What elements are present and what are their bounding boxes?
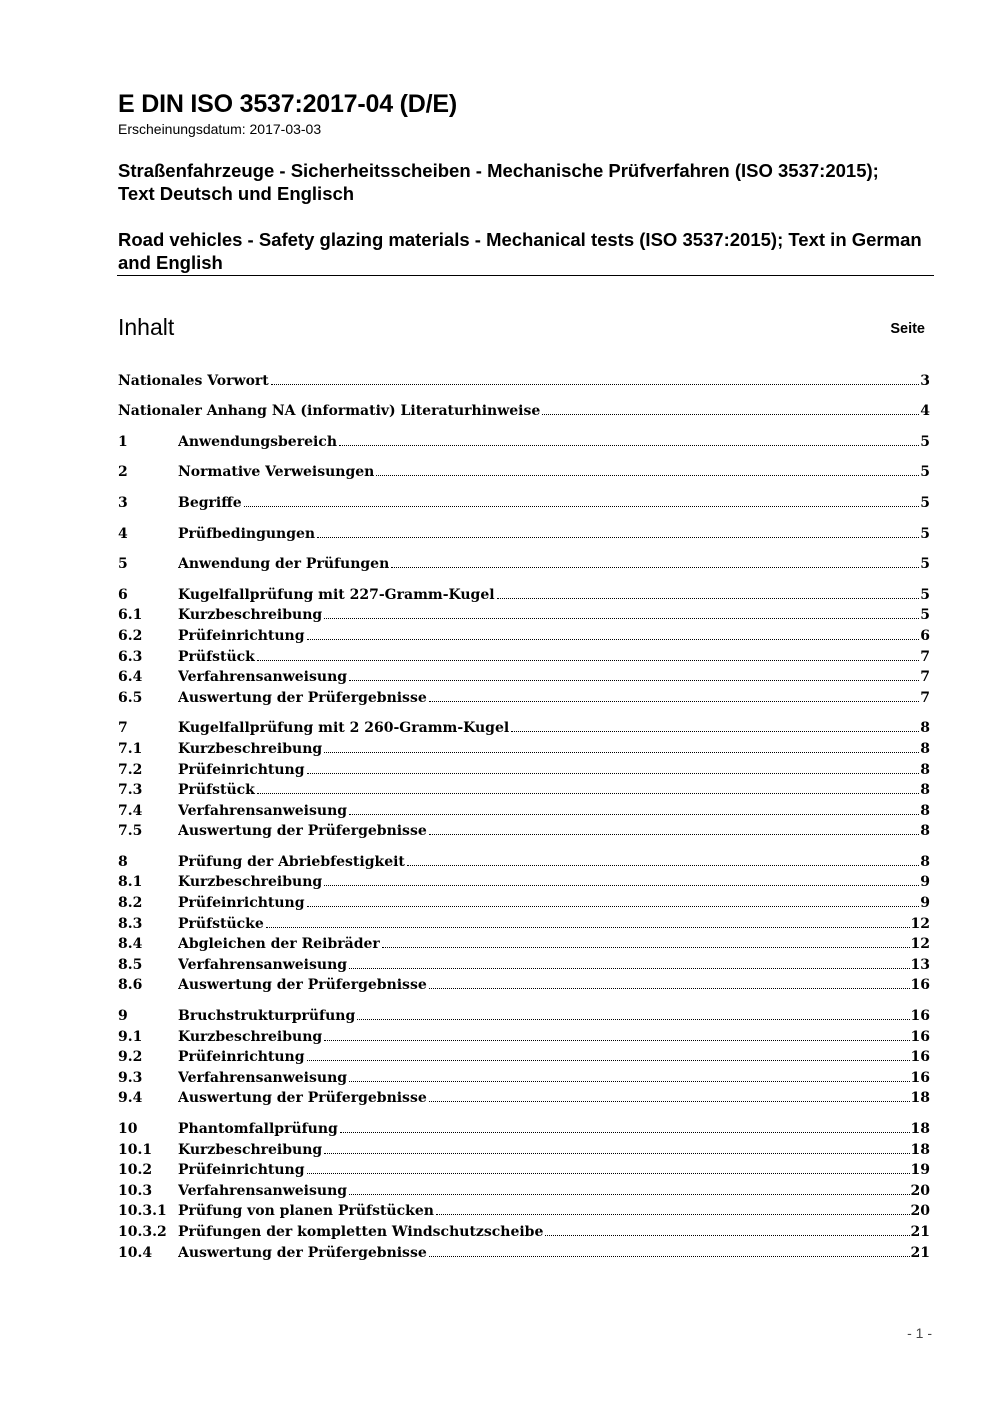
toc-entry-text — [178, 1090, 911, 1108]
toc-entry[interactable] — [118, 1005, 930, 1026]
toc-entry-label: Prüfeinrichtung — [178, 761, 305, 778]
toc-dot-leader — [349, 1194, 909, 1195]
toc-dot-leader — [349, 1081, 909, 1082]
toc-entry[interactable] — [118, 1201, 930, 1222]
toc-entry-label: Anwendung der Prüfungen — [178, 556, 390, 573]
toc-dot-leader — [349, 680, 919, 681]
toc-entry-page: 16 — [910, 1008, 930, 1025]
toc-entry-page: 16 — [910, 1069, 930, 1086]
toc-entry-page: 20 — [910, 1182, 930, 1199]
toc-entry-page: 5 — [920, 433, 930, 450]
publication-date: Erscheinungsdatum: 2017-03-03 — [118, 121, 322, 137]
toc-entry-text — [178, 587, 920, 605]
toc-entry[interactable] — [118, 738, 930, 759]
toc-entry-label: Auswertung der Prüfergebnisse — [178, 1244, 427, 1261]
toc-dot-leader — [339, 445, 919, 446]
toc-entry-page: 12 — [910, 936, 930, 953]
toc-entry-text — [178, 1049, 911, 1067]
toc-dot-leader — [357, 1019, 909, 1020]
toc-entry-page: 7 — [920, 669, 930, 686]
toc-dot-leader — [257, 660, 919, 661]
toc-entry-label: Prüfeinrichtung — [178, 895, 305, 912]
toc-entry-text — [178, 607, 920, 625]
toc-dot-leader — [307, 1060, 910, 1061]
toc-entry[interactable] — [118, 872, 930, 893]
toc-entry-page: 12 — [910, 915, 930, 932]
toc-entry-number: 1 — [118, 433, 128, 450]
toc-entry-number: 8.4 — [118, 936, 143, 953]
toc-entry-number: 6.3 — [118, 648, 143, 665]
toc-entry[interactable] — [118, 1180, 930, 1201]
toc-entry-text — [178, 556, 920, 574]
toc-entry-text — [178, 916, 911, 934]
toc-entry-label: Normative Verweisungen — [178, 464, 375, 481]
toc-entry-label: Kugelfallprüfung mit 2 260-Gramm-Kugel — [178, 720, 510, 737]
page-number: - 1 - — [907, 1325, 932, 1341]
toc-entry-page: 3 — [920, 372, 930, 389]
toc-entry-page: 5 — [920, 464, 930, 481]
toc-entry-number: 9.3 — [118, 1069, 143, 1086]
toc-entry-text — [178, 762, 920, 780]
toc-entry-number: 4 — [118, 525, 128, 542]
toc-entry[interactable] — [118, 1067, 930, 1088]
toc-entry-page: 20 — [910, 1203, 930, 1220]
toc-entry-page: 18 — [910, 1121, 930, 1137]
toc-entry[interactable] — [118, 821, 930, 842]
toc-dot-leader — [429, 1101, 910, 1102]
toc-dot-leader — [307, 773, 920, 774]
toc-dot-leader — [429, 834, 920, 835]
toc-entry-text — [178, 874, 920, 892]
toc-entry-number: 9.2 — [118, 1049, 143, 1066]
toc-entry-label: Auswertung der Prüfergebnisse — [178, 689, 427, 706]
title-english: Road vehicles - Safety glazing materials - Mechanical tests (ISO 3537:2015); Text in German and English — [118, 229, 922, 273]
toc-entry-text — [178, 1203, 911, 1221]
toc-entry-number: 6.4 — [118, 669, 143, 686]
toc-entry[interactable] — [118, 1160, 930, 1181]
toc-entry-number: 6 — [118, 586, 128, 603]
toc-entry-text — [178, 1245, 911, 1263]
toc-entry-label: Auswertung der Prüfergebnisse — [178, 1090, 427, 1107]
toc-entry-text — [178, 1008, 911, 1026]
toc-entry-page: 4 — [920, 403, 930, 420]
toc-dot-leader — [340, 1132, 910, 1133]
toc-entry-label: Kurzbeschreibung — [178, 740, 323, 757]
toc-dot-leader — [324, 1153, 909, 1154]
toc-entry-page: 9 — [920, 874, 930, 891]
toc-entry[interactable] — [118, 718, 930, 739]
toc-entry[interactable] — [118, 492, 930, 513]
toc-entry-label: Nationales Vorwort — [118, 372, 269, 389]
toc-dot-leader — [307, 1173, 910, 1174]
toc-entry-page: 7 — [920, 648, 930, 665]
toc-entry-number: 6.5 — [118, 689, 143, 706]
toc-entry-label: Kurzbeschreibung — [178, 1141, 323, 1158]
toc-dot-leader — [349, 814, 919, 815]
toc-entry[interactable] — [118, 1242, 930, 1263]
toc-entry-text — [178, 495, 920, 513]
toc-entry-page: 21 — [910, 1244, 930, 1261]
toc-entry[interactable] — [118, 1221, 930, 1242]
toc-entry-text — [178, 1162, 911, 1180]
toc-entry-text — [178, 977, 911, 995]
toc-entry-text — [178, 669, 920, 687]
toc-entry-number: 10.3 — [118, 1182, 153, 1199]
toc-entry-number: 8.1 — [118, 874, 143, 891]
toc-entry[interactable] — [118, 667, 930, 688]
toc-entry[interactable] — [118, 554, 930, 575]
toc-entry-number: 7.3 — [118, 782, 143, 799]
toc-entry-page: 8 — [920, 782, 930, 799]
toc-entry-number: 8.2 — [118, 895, 143, 912]
toc-entry-number: 10.2 — [118, 1162, 153, 1179]
toc-dot-leader — [244, 506, 920, 507]
toc-entry-page: 21 — [910, 1223, 930, 1240]
toc-entry[interactable] — [118, 780, 930, 801]
toc-entry-text — [178, 803, 920, 821]
toc-dot-leader — [429, 988, 910, 989]
toc-entry-label: Kurzbeschreibung — [178, 607, 323, 624]
document-id: E DIN ISO 3537:2017-04 (D/E) — [118, 90, 457, 118]
toc-dot-leader — [429, 701, 920, 702]
toc-entry-number: 7.5 — [118, 823, 143, 840]
toc-entry-label: Prüfeinrichtung — [178, 1162, 305, 1179]
toc-entry-label: Verfahrensanweisung — [178, 956, 348, 973]
toc-entry-label: Phantomfallprüfung — [178, 1121, 338, 1137]
toc-entry-label: Auswertung der Prüfergebnisse — [178, 977, 427, 994]
toc-dot-leader — [317, 537, 919, 538]
toc-entry-page: 8 — [920, 823, 930, 840]
toc-entry-label: Nationaler Anhang NA (informativ) Literaturhinweise — [118, 403, 541, 420]
toc-entry[interactable] — [118, 934, 930, 955]
toc-entry-number: 10.3.2 — [118, 1223, 167, 1240]
toc-entry-page: 18 — [910, 1090, 930, 1107]
toc-entry-number: 9 — [118, 1008, 128, 1025]
toc-entry-page: 6 — [920, 627, 930, 644]
toc-entry-label: Bruchstrukturprüfung — [178, 1008, 356, 1025]
toc-entry-page: 8 — [920, 853, 930, 870]
toc-entry-label: Prüfung von planen Prüfstücken — [178, 1203, 434, 1220]
toc-entry-page: 16 — [910, 1049, 930, 1066]
toc-entry-page: 8 — [920, 740, 930, 757]
toc-entry-page: 16 — [910, 977, 930, 994]
page-column-label: Seite — [890, 321, 925, 337]
toc-entry-label: Anwendungsbereich — [178, 433, 337, 450]
toc-entry-number: 10.4 — [118, 1244, 153, 1261]
toc-entry-text — [178, 895, 920, 913]
toc-entry-text — [178, 628, 920, 646]
toc-entry-label: Verfahrensanweisung — [178, 669, 348, 686]
toc-entry-number: 10.1 — [118, 1141, 153, 1158]
toc-dot-leader — [324, 1040, 909, 1041]
toc-dot-leader — [257, 793, 919, 794]
toc-entry-number: 5 — [118, 556, 128, 573]
toc-dot-leader — [324, 885, 919, 886]
toc-entry-label: Prüfstück — [178, 648, 255, 665]
toc-entry[interactable] — [118, 1139, 930, 1160]
toc-entry-text — [178, 1070, 911, 1088]
toc-entry-text — [178, 782, 920, 800]
toc-entry[interactable] — [118, 687, 930, 708]
toc-dot-leader — [271, 384, 920, 385]
toc-entry-number: 3 — [118, 494, 128, 511]
title-german: Straßenfahrzeuge - Sicherheitsscheiben - Mechanische Prüfverfahren (ISO 3537:2015); Text Deutsch und Englisch — [118, 160, 879, 204]
toc-entry-text — [178, 823, 920, 841]
toc-entry[interactable] — [118, 975, 930, 996]
toc-dot-leader — [324, 618, 919, 619]
toc-dot-leader — [382, 947, 910, 948]
toc-entry-number: 9.1 — [118, 1028, 143, 1045]
toc-entry[interactable] — [118, 913, 930, 934]
toc-entry-label: Verfahrensanweisung — [178, 1182, 348, 1199]
toc-entry-text — [178, 1142, 911, 1160]
toc-entry-number: 9.4 — [118, 1090, 143, 1107]
toc-entry-text — [118, 373, 920, 391]
toc-entry[interactable] — [118, 1047, 930, 1068]
toc-dot-leader — [349, 968, 909, 969]
toc-entry-page: 19 — [910, 1162, 930, 1179]
toc-dot-leader — [511, 731, 919, 732]
toc-entry-label: Prüfung der Abriebfestigkeit — [178, 853, 405, 870]
toc-entry-page: 8 — [920, 802, 930, 819]
toc-dot-leader — [391, 567, 919, 568]
toc-entry-page: 8 — [920, 720, 930, 737]
toc-entry-number: 2 — [118, 464, 128, 481]
toc-entry-number: 8 — [118, 853, 128, 870]
toc-entry-number: 6.2 — [118, 627, 143, 644]
toc-dot-leader — [376, 475, 919, 476]
toc-dot-leader — [324, 752, 919, 753]
toc-entry-number: 7.1 — [118, 740, 143, 757]
toc-entry-number: 7.4 — [118, 802, 143, 819]
toc-entry[interactable] — [118, 370, 930, 391]
toc-dot-leader — [307, 639, 920, 640]
toc-entry-number: 8.3 — [118, 915, 143, 932]
toc-entry-text — [178, 720, 920, 738]
toc-entry-number: 8.5 — [118, 956, 143, 973]
toc-entry[interactable] — [118, 523, 930, 544]
toc-entry-text — [178, 936, 911, 954]
toc-entry-label: Abgleichen der Reibräder — [178, 936, 380, 953]
toc-entry-page: 5 — [920, 556, 930, 573]
toc-entry-page: 5 — [920, 525, 930, 542]
toc-entry[interactable] — [118, 1088, 930, 1109]
toc-dot-leader — [542, 414, 919, 415]
toc-entry[interactable] — [118, 892, 930, 913]
toc-entry[interactable] — [118, 851, 930, 872]
toc-entry-label: Prüfeinrichtung — [178, 1049, 305, 1066]
toc-entry-page: 13 — [910, 956, 930, 973]
toc-entry-label: Prüfeinrichtung — [178, 627, 305, 644]
toc-entry-label: Prüfbedingungen — [178, 525, 316, 542]
toc-entry-text — [178, 741, 920, 759]
toc-entry-number: 8.6 — [118, 977, 143, 994]
toc-entry-page: 8 — [920, 761, 930, 778]
toc-entry[interactable] — [118, 462, 930, 483]
toc-entry-page: 16 — [910, 1028, 930, 1045]
toc-entry-text — [178, 434, 920, 452]
toc-entry-label: Auswertung der Prüfergebnisse — [178, 823, 427, 840]
toc-entry-text — [178, 464, 920, 482]
title-divider — [117, 275, 934, 276]
toc-entry-page: 5 — [920, 586, 930, 603]
toc-entry-label: Begriffe — [178, 494, 242, 511]
toc-entry-number: 10 — [118, 1121, 138, 1137]
toc-dot-leader — [545, 1235, 909, 1236]
toc-dot-leader — [436, 1214, 910, 1215]
toc-entry-text — [178, 1224, 911, 1242]
toc-entry[interactable] — [118, 646, 930, 667]
toc-entry-number: 6.1 — [118, 607, 143, 624]
toc-entry-page: 9 — [920, 895, 930, 912]
toc-entry[interactable] — [118, 584, 930, 605]
toc-entry-text — [178, 1029, 911, 1047]
toc-dot-leader — [497, 598, 920, 599]
toc-entry-number: 7 — [118, 720, 128, 737]
toc-entry-text — [178, 1121, 911, 1139]
table-of-contents — [118, 370, 930, 1263]
toc-entry-text — [118, 403, 920, 421]
toc-entry-label: Verfahrensanweisung — [178, 802, 348, 819]
toc-entry-label: Prüfstücke — [178, 915, 264, 932]
toc-entry[interactable] — [118, 625, 930, 646]
toc-entry-label: Prüfungen der kompletten Windschutzscheibe — [178, 1223, 544, 1240]
toc-entry[interactable] — [118, 954, 930, 975]
toc-entry-text — [178, 957, 911, 975]
toc-heading: Inhalt — [118, 314, 175, 340]
toc-entry-page: 5 — [920, 494, 930, 511]
toc-entry[interactable] — [118, 1118, 930, 1139]
toc-entry-label: Verfahrensanweisung — [178, 1069, 348, 1086]
toc-entry-page: 5 — [920, 607, 930, 624]
toc-entry-label: Kurzbeschreibung — [178, 874, 323, 891]
toc-entry[interactable] — [118, 431, 930, 452]
toc-entry-label: Prüfstück — [178, 782, 255, 799]
toc-entry-number: 7.2 — [118, 761, 143, 778]
toc-entry-text — [178, 1183, 911, 1201]
toc-entry-text — [178, 854, 920, 872]
toc-entry-text — [178, 526, 920, 544]
toc-entry-text — [178, 690, 920, 708]
toc-entry-number: 10.3.1 — [118, 1203, 167, 1220]
toc-entry-text — [178, 649, 920, 667]
toc-dot-leader — [307, 906, 920, 907]
toc-entry[interactable] — [118, 605, 930, 626]
toc-dot-leader — [407, 865, 919, 866]
toc-dot-leader — [429, 1256, 910, 1257]
toc-entry[interactable] — [118, 800, 930, 821]
toc-entry-page: 7 — [920, 689, 930, 706]
toc-entry[interactable] — [118, 401, 930, 422]
toc-dot-leader — [266, 927, 910, 928]
toc-entry[interactable] — [118, 1026, 930, 1047]
toc-entry[interactable] — [118, 759, 930, 780]
toc-entry-label: Kugelfallprüfung mit 227-Gramm-Kugel — [178, 586, 495, 603]
toc-entry-label: Kurzbeschreibung — [178, 1028, 323, 1045]
toc-entry-page: 18 — [910, 1141, 930, 1158]
